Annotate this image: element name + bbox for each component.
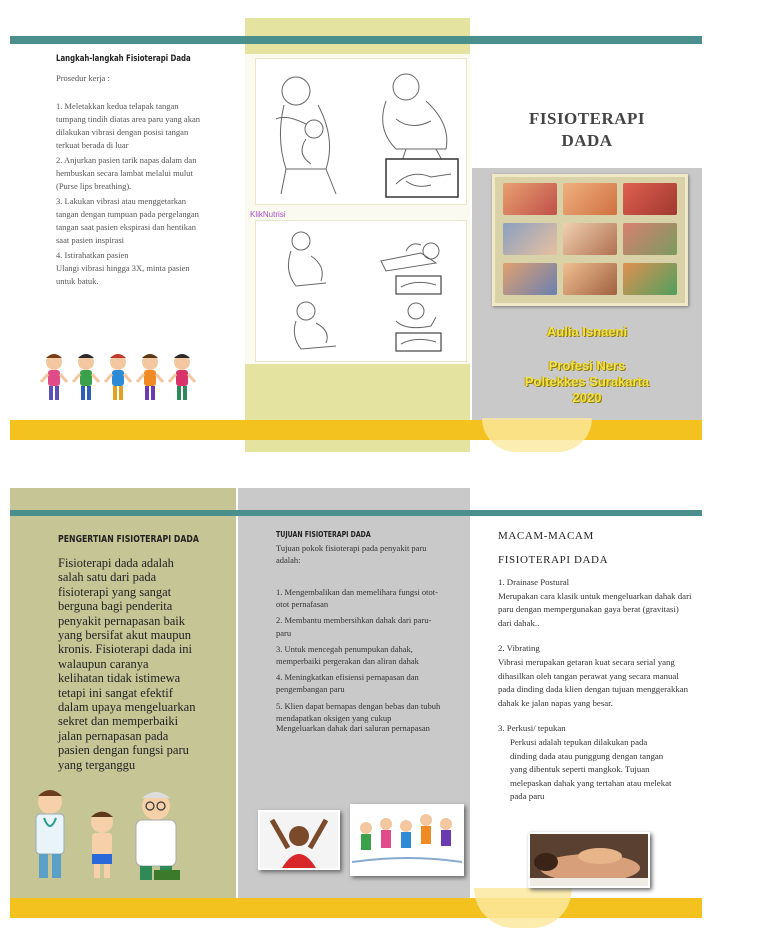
goal-item: 3. Untuk mencegah penumpukan dahak, memperbaiki pergerakan dan aliran dahak <box>276 643 419 667</box>
sketch-prone-patient <box>381 243 439 271</box>
type-title: 1. Drainase Postural <box>498 577 570 587</box>
patient-child-figure <box>91 811 113 878</box>
collage-photo <box>563 223 617 255</box>
sketch-mother-child <box>276 77 336 194</box>
definition-line: kronis. Fisioterapi dada ini <box>58 642 193 657</box>
year: 2020 <box>572 390 602 405</box>
doctor-figure <box>136 792 180 880</box>
child-figure <box>105 354 131 400</box>
goals-list <box>276 586 446 733</box>
definition-line: pasien dengan fungsi paru <box>58 743 189 758</box>
definition-line: kelihatan tidak istimewa <box>58 671 181 686</box>
top-yellow-bar <box>10 420 702 440</box>
collage-photo <box>563 263 617 295</box>
goal-extra: Mengeluarkan dahak dari saluran pernapasan <box>276 723 430 734</box>
definition-line: salah satu dari pada <box>58 570 157 585</box>
step-item: 2. Anjurkan pasien tarik napas dalam dan hembuskan secara lambat melalui mulut (Purse lips breathing). <box>56 155 197 191</box>
types-heading-line1: MACAM-MACAM <box>498 530 594 542</box>
photo-back-massage <box>528 832 650 888</box>
photo-kids-group <box>350 804 464 876</box>
definition-text <box>58 556 233 772</box>
collage-photo <box>623 183 677 215</box>
type-body: Merupakan cara klasik untuk mengeluarkan dahak dari paru dengan mempergunakan gaya berat (gravitasi) dari dahak.. <box>498 590 692 628</box>
definition-line: yang terganggu <box>58 757 136 772</box>
cover-title <box>472 108 702 152</box>
child-figure <box>73 354 99 400</box>
definition-line: jalan pernapasan pada <box>58 728 169 743</box>
institution-name: Poltekkes Surakarta <box>524 374 650 389</box>
collage-photo <box>503 223 557 255</box>
step-item: 4. Istirahatkan pasien <box>56 250 129 260</box>
photo-collage <box>492 174 688 306</box>
goal-item: 2. Membantu membersihkan dahak dari paru-paru <box>276 615 432 638</box>
photo-boy-arms-up <box>258 810 340 870</box>
goals-intro: Tujuan pokok fisioterapi pada penyakit paru adalah: <box>276 543 427 566</box>
type-title: 3. Perkusi/ tepukan <box>498 723 566 734</box>
collage-photo <box>623 263 677 295</box>
definition-line: yang bersifat akut maupun <box>58 628 191 643</box>
program-name: Profesi Ners <box>548 358 626 373</box>
sketch-side-lying <box>396 303 436 328</box>
steps-list <box>56 100 208 288</box>
step-note: Ulangi vibrasi hingga 3X, minta pasien untuk batuk. <box>56 263 190 286</box>
cover-title-line: FISIOTERAPI <box>528 109 646 128</box>
brochure-outside <box>10 18 702 452</box>
types-list <box>498 576 694 804</box>
types-heading-line2: FISIOTERAPI DADA <box>498 554 609 566</box>
definition-line: berguna bagi penderita <box>58 599 173 614</box>
children-clipart <box>38 350 208 406</box>
definition-line: penyakit pernapasan baik <box>58 613 186 628</box>
goal-item: 4. Meningkatkan efisiensi pernapasan dan pengembangan paru <box>276 672 419 695</box>
doctor-figure <box>36 790 64 878</box>
definition-line: walaupun caranya <box>58 656 149 671</box>
goals-heading: TUJUAN FISIOTERAPI DADA <box>276 530 371 539</box>
cover-title-line: DADA <box>561 131 613 150</box>
illustration-bottom <box>255 220 467 362</box>
collage-photo <box>563 183 617 215</box>
illustration-top <box>255 58 467 205</box>
step-item: 1. Meletakkan kedua telapak tangan tumpang tindih diatas area paru yang akan dilakukan vibrasi dengan posisi tangan terkuat berada di luar <box>56 101 200 150</box>
definition-line: sekret dan memperbaiki <box>58 714 179 729</box>
doctors-clipart <box>24 784 194 884</box>
definition-heading: PENGERTIAN FISIOTERAPI DADA <box>58 534 199 545</box>
child-figure <box>41 354 67 400</box>
sketch-lean-forward <box>294 302 336 349</box>
goal-item: 1. Mengembalikan dan memelihara fungsi otot-otot pernafasan <box>276 587 438 610</box>
collage-photo <box>503 263 557 295</box>
child-figure <box>137 354 163 400</box>
kliknutrisi-watermark: KlikNutrisi <box>250 210 286 219</box>
definition-line: dalam upaya mengeluarkan <box>58 700 196 715</box>
collage-photo <box>503 183 557 215</box>
steps-title: Langkah-langkah Fisioterapi Dada <box>56 54 191 64</box>
brochure-inside <box>10 488 702 928</box>
definition-line: fisioterapi yang sangat <box>58 584 172 599</box>
step-item: 3. Lakukan vibrasi atau menggetarkan tangan dengan tumpuan pada pergelangan tangan saat pasien ekspirasi dan hentikan saat pasien inspirasi <box>56 196 199 245</box>
yellow-bar-highlight <box>482 418 592 452</box>
collage-photo <box>623 223 677 255</box>
definition-line: Fisioterapi dada adalah <box>58 556 174 570</box>
inset-frame <box>386 159 458 197</box>
bottom-teal-bar <box>10 510 702 516</box>
sketch-patient-lying <box>383 74 447 164</box>
type-body: Vibrasi merupakan getaran kuat secara serial yang dihasilkan oleh tangan perawat yang secara manual pada dinding dada klien dengan tujuan menggerakkan dahak ke jalan napas yang besar. <box>498 656 689 708</box>
child-figure <box>169 354 195 400</box>
yellow-bar-highlight <box>474 888 572 928</box>
procedure-label: Prosedur kerja : <box>56 73 110 83</box>
sketch-sitting-patient <box>288 232 326 286</box>
definition-line: tetapi ini sangat efektif <box>58 685 173 700</box>
type-body: Perkusi adalah tepukan dilakukan pada dinding dada atau punggung dengan tangan yang dibentuk seperti mangkok. Tujuan melepaskan dahak yang tertahan atau melekat pada paru <box>510 736 672 802</box>
bottom-yellow-bar <box>10 898 702 918</box>
goal-item: 5. Klien dapat bernapas dengan bebas dan tubuh mendapatkan oksigen yang cukup <box>276 700 441 723</box>
type-title: 2. Vibrating <box>498 643 540 654</box>
author-name: Aulia Isnaeni <box>546 324 628 339</box>
top-teal-bar <box>10 36 702 44</box>
